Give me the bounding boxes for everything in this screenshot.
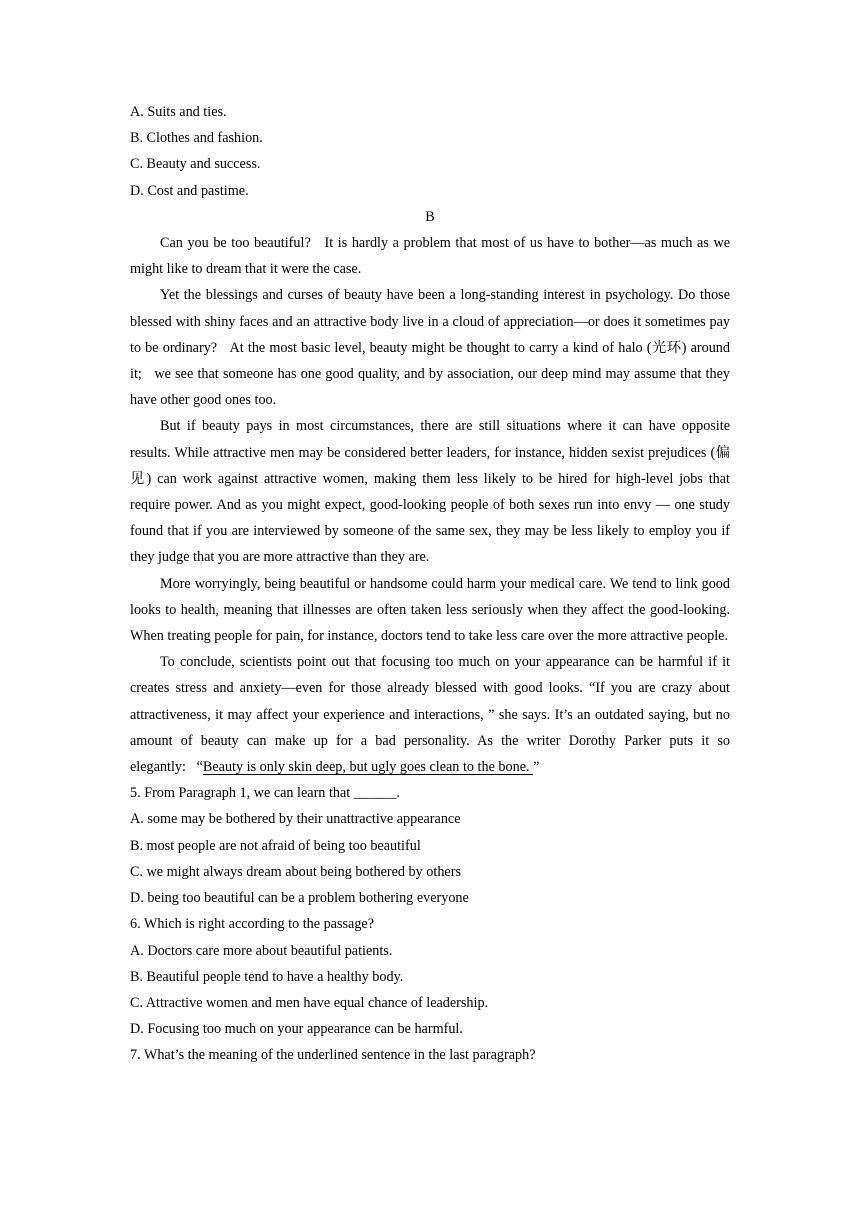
option-b: B. Clothes and fashion. — [130, 130, 263, 147]
question-stem: 6. Which is right according to the passage? — [130, 916, 375, 933]
option-b: B. most people are not afraid of being too beautiful — [130, 837, 421, 854]
question-stem: 7. What’s the meaning of the underlined sentence in the last paragraph? — [130, 1047, 536, 1064]
passage-paragraph-2: Yet the blessings and curses of beauty have been a long-standing interest in psychology. Do those blessed with shiny faces and an attractive body live in a cloud of appreciation—or does it sometimes pay to be ordinary? At the most basic level, beauty might be thought to carry a kind of halo (光环) around it; we see that someone has one good quality, and by association, our deep mind may assume that they have other good ones too. — [130, 287, 730, 409]
previous-question-options — [130, 99, 730, 204]
option-a: A. some may be bothered by their unattractive appearance — [130, 811, 461, 828]
paragraph-5-text: To conclude, scientists point out that focusing too much on your appearance can be harmful if it creates stress and anxiety—even for those already blessed with good looks. “If you are crazy about attractiveness, it may affect your experience and interactions, ” she says. It’s an outdated saying, but no amount of beauty can make up for a bad personality. As the writer Dorothy Parker puts it so elegantly: “ — [130, 654, 730, 776]
closing-quote: ” — [533, 759, 540, 776]
passage-paragraph-1: Can you be too beautiful? It is hardly a problem that most of us have to bother—as much as we might like to dream that it were the case. — [130, 235, 730, 278]
underlined-sentence: Beauty is only skin deep, but ugly goes clean to the bone. — [202, 759, 534, 776]
option-a: A. Suits and ties. — [130, 104, 227, 120]
document-page — [130, 99, 730, 1069]
option-c: C. Beauty and success. — [130, 156, 261, 173]
section-label: B — [425, 208, 435, 225]
passage-paragraph-5 — [130, 649, 730, 780]
option-b: B. Beautiful people tend to have a healthy body. — [130, 968, 404, 985]
option-a: A. Doctors care more about beautiful patients. — [130, 942, 393, 959]
option-d: D. Focusing too much on your appearance can be harmful. — [130, 1021, 463, 1038]
option-d: D. being too beautiful can be a problem bothering everyone — [130, 890, 469, 907]
option-d: D. Cost and pastime. — [130, 182, 249, 199]
question-stem: 5. From Paragraph 1, we can learn that ______. — [130, 785, 400, 802]
passage-paragraph-3: But if beauty pays in most circumstances, there are still situations where it can have opposite results. While attractive men may be considered better leaders, for instance, hidden sexist prejudices (偏见) can work against attractive women, making them less likely to be hired for high-level jobs that require power. And as you might expect, good-looking people of both sexes run into envy — one study found that if you are interviewed by someone of the same sex, they may be less likely to employ you if they judge that you are more attractive than they are. — [130, 418, 730, 566]
option-c: C. we might always dream about being bothered by others — [130, 863, 461, 880]
passage-paragraph-4: More worryingly, being beautiful or handsome could harm your medical care. We tend to link good looks to health, meaning that illnesses are often taken less seriously when they affect the good-looking. When treating people for pain, for instance, doctors tend to take less care over the more attractive people. — [130, 575, 730, 645]
question-7 — [130, 1042, 730, 1068]
question-6 — [130, 911, 730, 1042]
reading-passage — [130, 230, 730, 780]
option-c: C. Attractive women and men have equal chance of leadership. — [130, 994, 489, 1011]
question-5 — [130, 780, 730, 911]
